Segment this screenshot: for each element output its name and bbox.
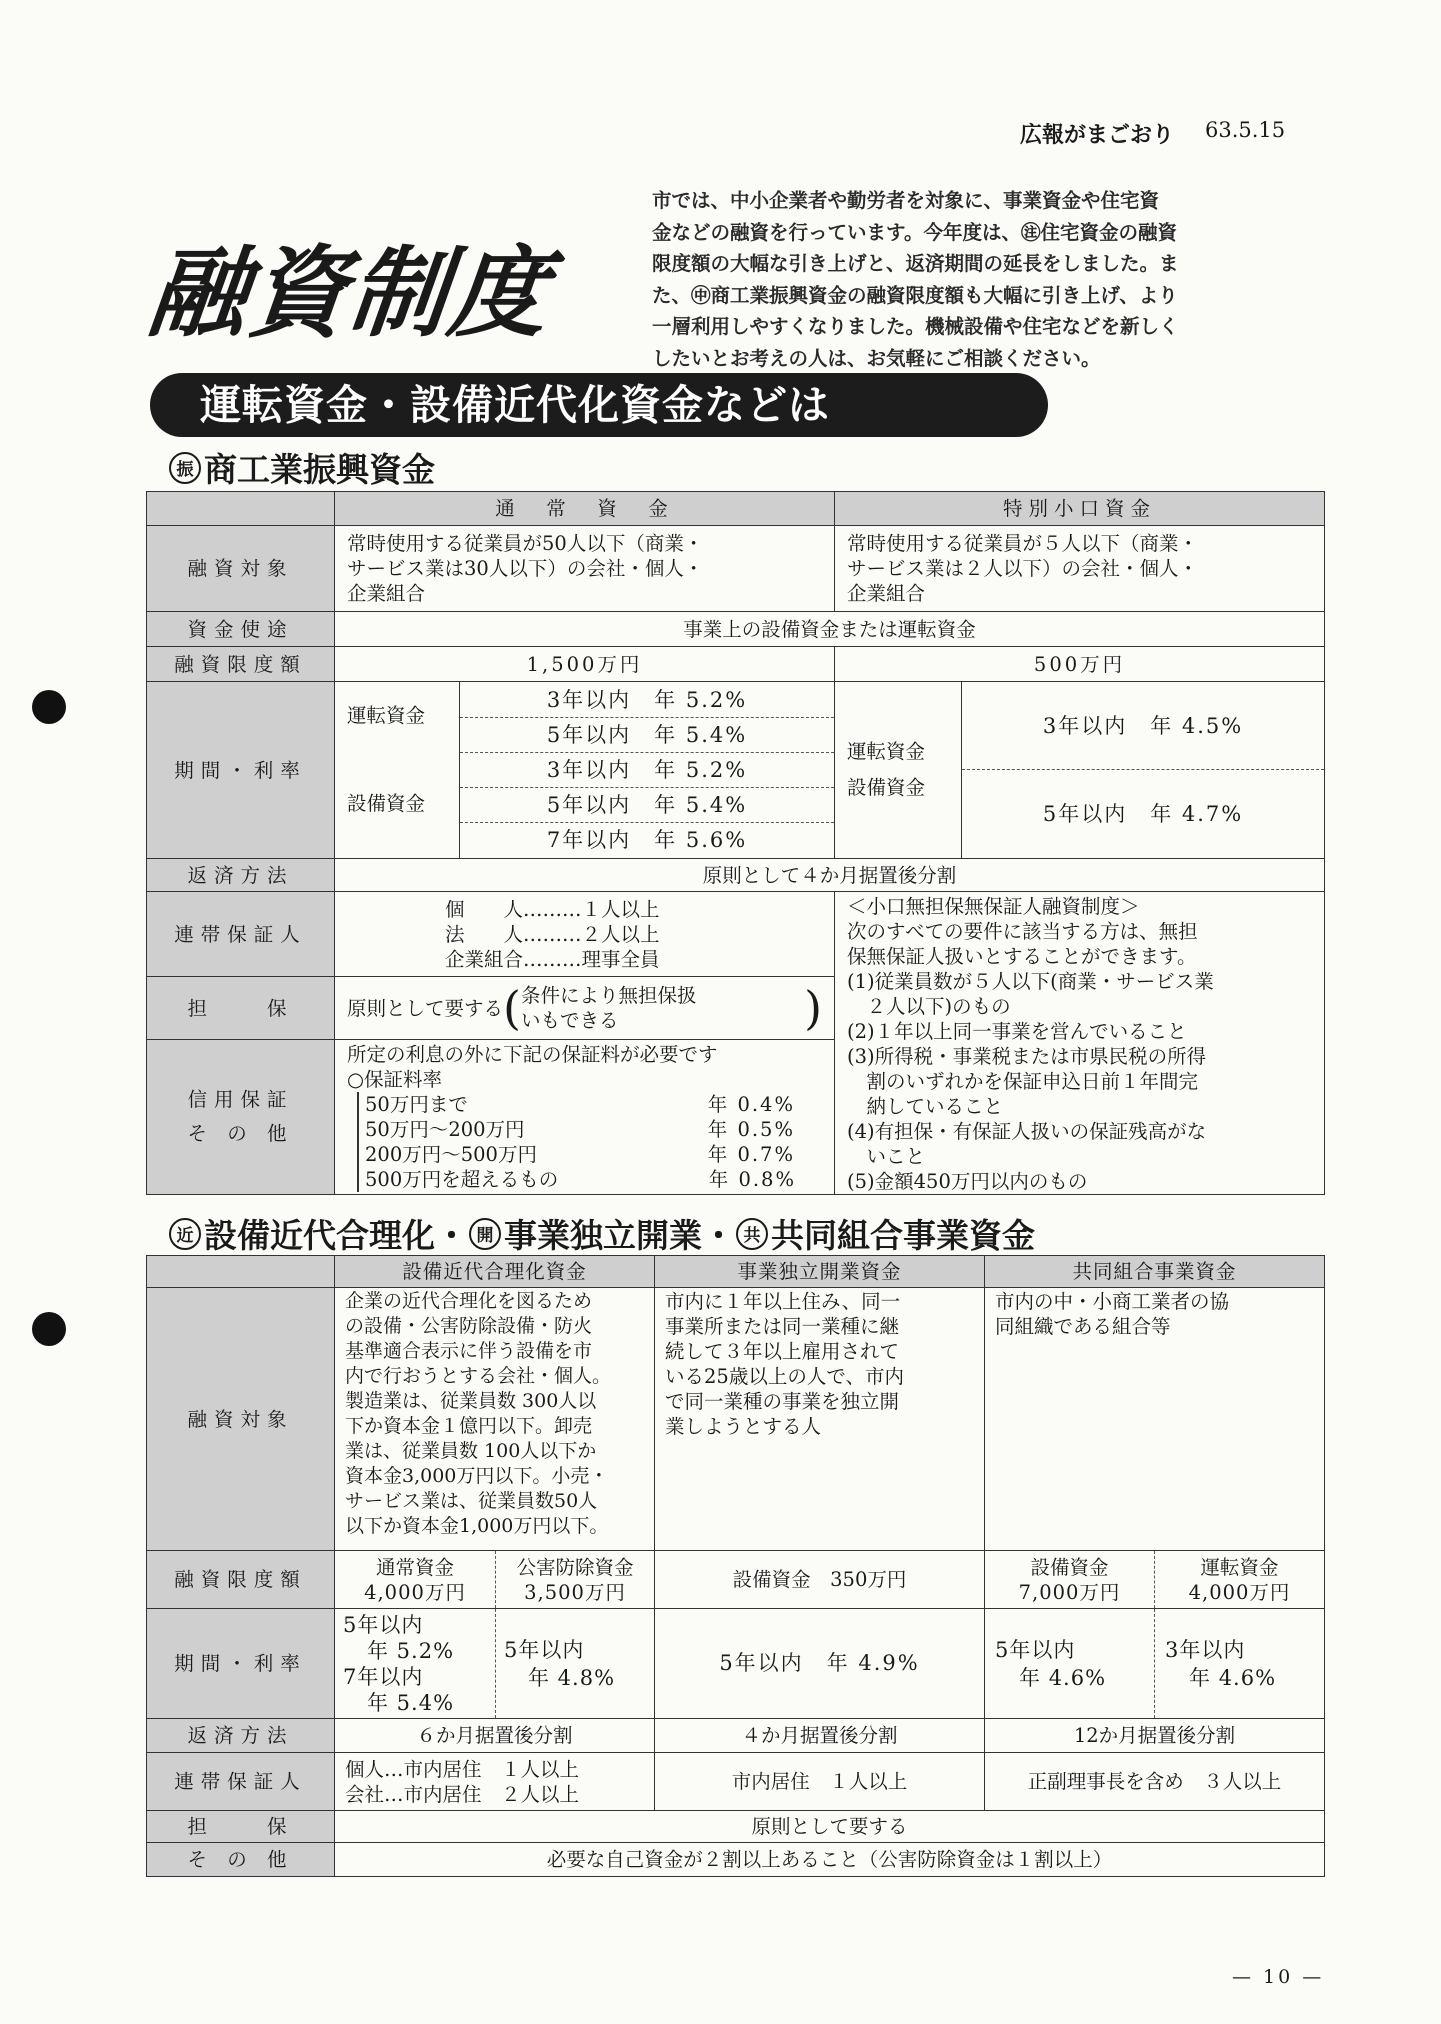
page-number: — 10 — [1232,1966,1325,1988]
row-label-repay: 返済方法 [147,859,335,892]
text-line: サービス業は２人以下）の会社・個人・ [847,557,1199,580]
repay-value: 原則として４か月据置後分割 [335,859,1325,892]
special-setsubi-label: 設備資金 [847,776,926,799]
col-head-modern: 設備近代合理化資金 [335,1256,655,1288]
special-term-labels [835,682,962,859]
row-label-credit [147,1039,335,1194]
rate-line: 3年以内 年 5.2% [460,683,834,718]
text-line: 年 5.2% [367,1638,455,1663]
text-line: 下か資本金１億円以下。卸売 [345,1415,593,1437]
text-line: 条件により無担保扱 [520,984,697,1008]
section-banner: 運転資金・設備近代化資金などは [150,373,1048,437]
text-line: 製造業は、従業員数 300人以 [345,1390,597,1412]
text-line: 基準適合表示に伴う設備を市 [345,1340,593,1362]
text-line: 内で行おうとする会社・個人。 [345,1365,612,1387]
term-indep: 5年以内 年 4.9% [655,1609,985,1719]
kyou-mark-icon: 共 [736,1218,768,1250]
text-line: 所定の利息の外に下記の保証料が必要です [347,1042,718,1066]
label-line: そ の 他 [187,1121,294,1145]
text-line: 常時使用する従業員が５人以下（商業・ [847,532,1199,555]
col-head-normal: 通 常 資 金 [335,492,835,526]
limit-modern-pollution [496,1551,655,1609]
row-label-limit: 融資限度額 [147,647,335,682]
row-label-repay: 返済方法 [147,1719,335,1753]
text-line: いもできる [520,1009,619,1033]
text-line: 年 4.8% [528,1665,616,1690]
term-labels [335,682,460,859]
other-value: 必要な自己資金が２割以上あること（公害防除資金は１割以上） [335,1843,1325,1877]
text-line: 業は、従業員数 100人以下か [345,1440,597,1462]
fee-rate: 年 0.8% [708,1167,796,1191]
text-line: 同組織である組合等 [995,1315,1171,1338]
setsubi-label: 設備資金 [347,792,426,815]
unten-label: 運転資金 [347,704,426,727]
text-line: (3)所得税・事業税または市県民税の所得 [847,1045,1207,1068]
kindaika-table [146,1255,1325,1877]
text-line: 続して３年以上雇用されて [665,1340,900,1363]
target-normal [335,526,835,612]
fee-range: 50万円～200万円 [365,1117,525,1141]
text-line: いる25歳以上の人で、市内 [665,1365,904,1388]
text-line: 個人…市内居住 １人以上 [345,1757,580,1781]
target-special [835,526,1325,612]
intro-line: 一層利用しやすくなりました。機械設備や住宅などを新しく [652,315,1179,338]
col-head-special: 特別小口資金 [835,492,1325,526]
text-line: サービス業は、従業員数50人 [345,1490,598,1512]
guarantor-indep: 市内居住 １人以上 [655,1753,985,1811]
repay-modern: ６か月据置後分割 [335,1719,655,1753]
guarantor-value [335,892,835,977]
text-line: 常時使用する従業員が50人以下（商業・ [347,532,704,555]
text-line: (1)従業員数が５人以下(商業・サービス業 [847,970,1214,993]
text-line: 7,000万円 [1018,1580,1121,1604]
special-rates [962,682,1325,859]
row-label-guarantor: 連帯保証人 [147,1753,335,1811]
paren-open-icon: ( [503,981,521,1036]
text-line: 年 4.6% [1189,1665,1277,1690]
bullet-dot-icon [32,690,66,724]
kai-mark-icon: 開 [469,1218,501,1250]
row-label-collateral: 担 保 [147,1811,335,1843]
text-line: 事業所または同一業種に継 [665,1315,900,1338]
fee-rate: 年 0.7% [707,1142,795,1166]
text-line: 割のいずれかを保証申込日前１年間完 [847,1070,1199,1093]
paren-close-icon: ) [804,981,823,1036]
term-coop-unten [1155,1609,1325,1719]
text-line: ○保証料率 [347,1067,443,1091]
rate-line: 5年以内 年 4.7% [1042,801,1244,826]
label-line: 信用保証 [187,1087,294,1111]
col-head-indep: 事業独立開業資金 [655,1256,985,1288]
text-line: 企業組合 [847,582,926,605]
guarantor-modern [335,1753,655,1811]
text-line: 運転資金 [1200,1555,1279,1579]
text-line: 年 4.6% [1019,1665,1107,1690]
limit-normal: 1,500万円 [335,647,835,682]
section2-title2: 事業独立開業・ [504,1216,735,1255]
text-line: (4)有担保・有保証人扱いの保証残高がな [847,1120,1207,1143]
text-line: 個 人………１人以上 [445,897,660,921]
row-label-use: 資金使途 [147,612,335,647]
rate-line: 5年以内 年 5.4% [460,788,834,823]
text-line: ＜小口無担保無保証人融資制度＞ [847,895,1140,918]
page-title: 融資制度 [143,236,556,351]
text-line: (2)１年以上同一事業を営んでいること [847,1020,1187,1043]
issue-date: 63.5.15 [1205,118,1286,142]
section1-heading [168,444,435,491]
special-unten-label: 運転資金 [847,740,926,763]
bullet-dot-icon [32,1312,66,1346]
text-line: サービス業は30人以下）の会社・個人・ [347,557,704,580]
repay-indep: ４か月据置後分割 [655,1719,985,1753]
collateral-value [335,977,835,1040]
fee-rate: 年 0.5% [707,1117,795,1141]
text-line: 企業の近代合理化を図るため [345,1290,593,1312]
term-rates-normal [460,682,835,859]
intro-line: 限度額の大幅な引き上げと、返済期間の延長をしました。ま [652,252,1179,275]
target-modern [335,1288,655,1551]
intro-line: 市では、中小企業者や勤労者を対象に、事業資金や住宅資 [652,189,1160,212]
text-line: 3年以内 [1165,1637,1246,1662]
shoukougyou-table [146,491,1325,1195]
text-line: 4,000万円 [364,1580,466,1604]
target-indep [655,1288,985,1551]
text-line: 7年以内 [343,1664,424,1689]
fee-range: 50万円まで [365,1092,468,1116]
corner-cell [147,492,335,526]
text-line: で同一業種の事業を独立開 [665,1390,900,1413]
text-line: 5年以内 [995,1637,1076,1662]
shin-mark-icon: 振 [169,452,201,484]
text-line: 5年以内 [343,1612,424,1637]
fee-table [357,1092,797,1192]
limit-coop-unten [1155,1551,1325,1609]
text-line: 法 人………２人以上 [445,922,660,946]
limit-coop-setsubi [985,1551,1155,1609]
row-label-term: 期間・利率 [147,682,335,859]
text-line: 業しようとする人 [665,1415,822,1438]
row-label-limit: 融資限度額 [147,1551,335,1609]
row-label-guarantor: 連帯保証人 [147,892,335,977]
text-line: 会社…市内居住 ２人以上 [345,1782,580,1806]
term-modern-normal [335,1609,496,1719]
intro-line: た、㊥商工業振興資金の融資限度額も大幅に引き上げ、より [652,283,1178,307]
limit-modern-normal [335,1551,496,1609]
text-line: いこと [847,1145,926,1168]
text-line: 設備資金 [1030,1555,1109,1579]
text-line: 3,500万円 [524,1580,626,1604]
guarantor-coop: 正副理事長を含め ３人以上 [985,1753,1325,1811]
text-line: 保無保証人扱いとすることができます。 [847,945,1197,968]
text-line: 5年以内 [504,1637,585,1662]
row-label-term: 期間・利率 [147,1609,335,1719]
text-line: (5)金額450万円以内のもの [847,1170,1088,1193]
collateral-value: 原則として要する [335,1811,1325,1843]
col-head-coop: 共同組合事業資金 [985,1256,1325,1288]
kin-mark-icon: 近 [169,1218,201,1250]
collateral-main: 原則として要する [347,996,504,1020]
text-line: 以下か資本金1,000万円以下。 [345,1515,609,1537]
text-line: ２人以下)のもの [847,995,1011,1018]
rate-line: 5年以内 年 5.4% [460,718,834,753]
section1-title: 商工業振興資金 [204,450,435,489]
text-line: 資本金3,000万円以下。小売・ [345,1465,609,1487]
target-coop [985,1288,1325,1551]
publication-name: 広報がまごおり [1020,123,1175,148]
row-label-collateral: 担 保 [147,977,335,1040]
fee-rate: 年 0.4% [707,1092,795,1116]
text-line: 企業組合 [347,582,426,605]
limit-indep: 設備資金 350万円 [655,1551,985,1609]
text-line: の設備・公害防除設備・防火 [345,1315,593,1337]
section2-title1: 設備近代合理化・ [204,1216,468,1255]
text-line: 納していること [847,1095,1004,1118]
intro-line: したいとお考えの人は、お気軽にご相談ください。 [652,346,1101,370]
credit-value [335,1039,835,1194]
row-label-target: 融資対象 [147,1288,335,1551]
text-line: 公害防除資金 [516,1555,634,1579]
fee-range: 500万円を超えるもの [365,1167,559,1191]
term-modern-pollution [496,1609,655,1719]
rate-line: 7年以内 年 5.6% [546,828,748,852]
fee-range: 200万円～500万円 [365,1142,537,1166]
text-line: 年 5.4% [367,1690,455,1715]
intro-line: 金などの融資を行っています。今年度は、㊟住宅資金の融資 [652,220,1177,244]
text-line: 次のすべての要件に該当する方は、無担 [847,920,1198,943]
row-label-other: そ の 他 [147,1843,335,1877]
text-line: 市内の中・小商工業者の協 [995,1290,1230,1313]
repay-coop: 12か月据置後分割 [985,1719,1325,1753]
text-line: 市内に１年以上住み、同一 [665,1290,901,1313]
small-loan-box [835,892,1325,1195]
use-value: 事業上の設備資金または運転資金 [335,612,1325,647]
corner-cell [147,1256,335,1288]
text-line: 4,000万円 [1188,1580,1291,1604]
collateral-inner [347,981,823,1036]
text-line: 企業組合………理事全員 [445,947,660,971]
collateral-paren [521,983,804,1033]
rate-line: 3年以内 年 5.2% [460,753,834,788]
rate-line: 3年以内 年 4.5% [962,683,1324,770]
row-label-target: 融資対象 [147,526,335,612]
term-coop-setsubi [985,1609,1155,1719]
section2-heading [168,1210,1035,1257]
text-line: 通常資金 [375,1555,454,1579]
intro-paragraph [652,185,1292,374]
section2-title3: 共同組合事業資金 [771,1216,1035,1255]
limit-special: 500万円 [835,647,1325,682]
